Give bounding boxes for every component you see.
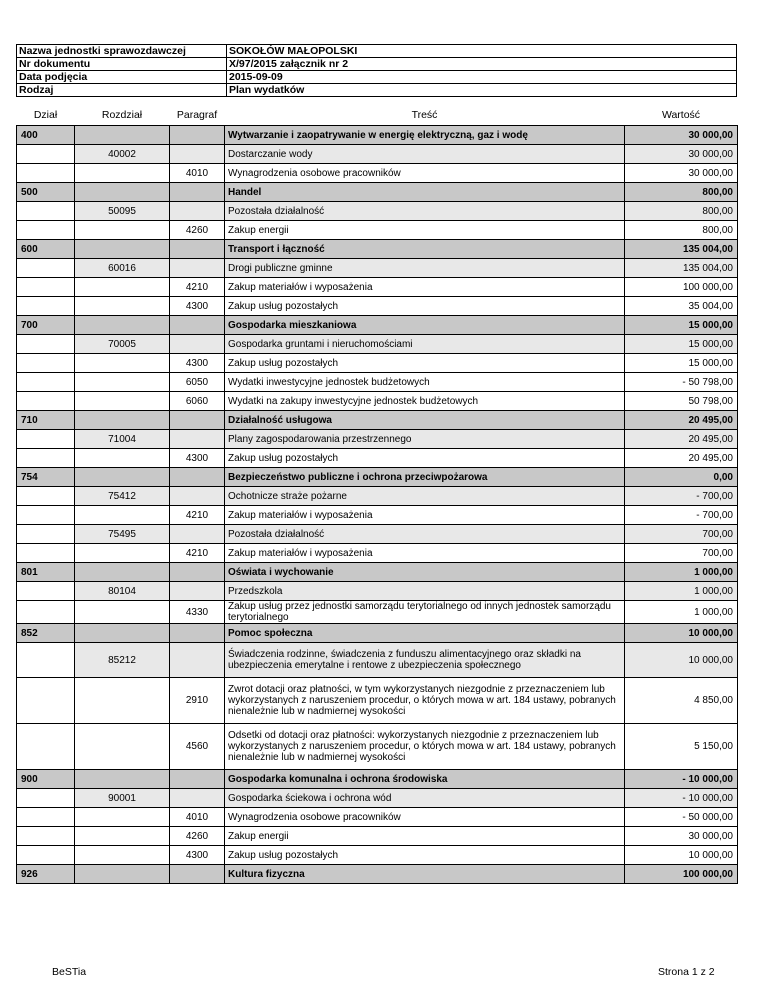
paragraf-description: Zakup usług pozostałych: [225, 297, 625, 316]
paragraf-value: 10 000,00: [625, 846, 738, 865]
info-value: 2015-09-09: [227, 71, 737, 84]
empty-cell: [75, 449, 170, 468]
paragraf-code: 6050: [170, 373, 225, 392]
empty-cell: [75, 724, 170, 770]
row-paragraf: [17, 354, 738, 373]
empty-cell: [75, 411, 170, 430]
paragraf-code: 4560: [170, 724, 225, 770]
dzial-value: - 10 000,00: [625, 770, 738, 789]
rozdzial-code: 70005: [75, 335, 170, 354]
info-row: [17, 45, 737, 58]
empty-cell: [17, 354, 75, 373]
empty-cell: [17, 278, 75, 297]
rozdzial-description: Pozostała działalność: [225, 525, 625, 544]
empty-cell: [170, 259, 225, 278]
empty-cell: [75, 240, 170, 259]
empty-cell: [75, 865, 170, 884]
dzial-code: 852: [17, 624, 75, 643]
row-paragraf: [17, 221, 738, 240]
dzial-code: 710: [17, 411, 75, 430]
paragraf-code: 6060: [170, 392, 225, 411]
row-paragraf: [17, 449, 738, 468]
rozdzial-value: 1 000,00: [625, 582, 738, 601]
dzial-description: Handel: [225, 183, 625, 202]
paragraf-code: 4300: [170, 846, 225, 865]
empty-cell: [17, 487, 75, 506]
expenditure-table: [16, 105, 738, 884]
paragraf-code: 4260: [170, 827, 225, 846]
paragraf-description: Zakup materiałów i wyposażenia: [225, 506, 625, 525]
rozdzial-code: 50095: [75, 202, 170, 221]
paragraf-description: Wydatki na zakupy inwestycyjne jednostek budżetowych: [225, 392, 625, 411]
row-dzial: [17, 770, 738, 789]
rozdzial-value: 20 495,00: [625, 430, 738, 449]
empty-cell: [75, 164, 170, 183]
rozdzial-description: Przedszkola: [225, 582, 625, 601]
empty-cell: [170, 335, 225, 354]
rozdzial-code: 90001: [75, 789, 170, 808]
empty-cell: [170, 126, 225, 145]
rozdzial-value: 30 000,00: [625, 145, 738, 164]
rozdzial-description: Ochotnicze straże pożarne: [225, 487, 625, 506]
empty-cell: [75, 563, 170, 582]
paragraf-description: Odsetki od dotacji oraz płatności: wykorzystanych niezgodnie z przeznaczeniem lub wykorzystanych z naruszeniem procedur, o których mowa w art. 184 ustawy, pobranych nienależnie lub w nadmiernej wysokości: [225, 724, 625, 770]
dzial-value: 15 000,00: [625, 316, 738, 335]
paragraf-value: 15 000,00: [625, 354, 738, 373]
dzial-value: 20 495,00: [625, 411, 738, 430]
empty-cell: [170, 316, 225, 335]
info-label: Data podjęcia: [17, 71, 227, 84]
row-paragraf: [17, 808, 738, 827]
dzial-value: 0,00: [625, 468, 738, 487]
empty-cell: [17, 221, 75, 240]
dzial-code: 801: [17, 563, 75, 582]
rozdzial-value: - 700,00: [625, 487, 738, 506]
empty-cell: [17, 846, 75, 865]
row-rozdzial: [17, 643, 738, 678]
dzial-code: 400: [17, 126, 75, 145]
dzial-value: 1 000,00: [625, 563, 738, 582]
row-paragraf: [17, 544, 738, 563]
paragraf-code: 4300: [170, 354, 225, 373]
row-paragraf: [17, 601, 738, 624]
footer-page-number: Strona 1 z 2: [658, 966, 715, 978]
dzial-description: Oświata i wychowanie: [225, 563, 625, 582]
column-header-row: [17, 105, 738, 126]
rozdzial-value: 700,00: [625, 525, 738, 544]
empty-cell: [170, 183, 225, 202]
dzial-code: 700: [17, 316, 75, 335]
empty-cell: [17, 430, 75, 449]
column-header-rozdzial: Rozdział: [101, 109, 143, 121]
empty-cell: [17, 643, 75, 678]
paragraf-code: 4260: [170, 221, 225, 240]
paragraf-description: Zakup usług przez jednostki samorządu terytorialnego od innych jednostek samorządu terytorialnego: [225, 601, 625, 624]
empty-cell: [75, 316, 170, 335]
rozdzial-code: 85212: [75, 643, 170, 678]
rozdzial-description: Gospodarka gruntami i nieruchomościami: [225, 335, 625, 354]
rozdzial-code: 75412: [75, 487, 170, 506]
dzial-code: 754: [17, 468, 75, 487]
row-rozdzial: [17, 202, 738, 221]
row-paragraf: [17, 278, 738, 297]
paragraf-value: 100 000,00: [625, 278, 738, 297]
rozdzial-description: Drogi publiczne gminne: [225, 259, 625, 278]
empty-cell: [75, 678, 170, 724]
empty-cell: [170, 582, 225, 601]
rozdzial-description: Plany zagospodarowania przestrzennego: [225, 430, 625, 449]
rozdzial-value: - 10 000,00: [625, 789, 738, 808]
paragraf-description: Zwrot dotacji oraz płatności, w tym wykorzystanych niezgodnie z przeznaczeniem lub wykorzystanych z naruszeniem procedur, o których mowa w art. 184 ustawy, pobranych nienależnie lub w nadmiernej wysokości: [225, 678, 625, 724]
row-dzial: [17, 316, 738, 335]
paragraf-code: 4010: [170, 808, 225, 827]
row-dzial: [17, 240, 738, 259]
rozdzial-code: 80104: [75, 582, 170, 601]
row-dzial: [17, 411, 738, 430]
dzial-description: Kultura fizyczna: [225, 865, 625, 884]
paragraf-code: 4210: [170, 506, 225, 525]
empty-cell: [75, 506, 170, 525]
empty-cell: [75, 468, 170, 487]
dzial-value: 100 000,00: [625, 865, 738, 884]
paragraf-description: Zakup energii: [225, 221, 625, 240]
rozdzial-description: Świadczenia rodzinne, świadczenia z funduszu alimentacyjnego oraz składki na ubezpieczenia emerytalne i rentowe z ubezpieczenia społecznego: [225, 643, 625, 678]
empty-cell: [170, 487, 225, 506]
paragraf-description: Zakup materiałów i wyposażenia: [225, 544, 625, 563]
dzial-description: Gospodarka komunalna i ochrona środowiska: [225, 770, 625, 789]
row-paragraf: [17, 724, 738, 770]
empty-cell: [170, 643, 225, 678]
empty-cell: [17, 297, 75, 316]
paragraf-value: 800,00: [625, 221, 738, 240]
paragraf-code: 4300: [170, 449, 225, 468]
empty-cell: [75, 126, 170, 145]
info-value: Plan wydatków: [227, 84, 737, 97]
empty-cell: [17, 582, 75, 601]
dzial-description: Wytwarzanie i zaopatrywanie w energię elektryczną, gaz i wodę: [225, 126, 625, 145]
row-rozdzial: [17, 582, 738, 601]
paragraf-value: - 50 798,00: [625, 373, 738, 392]
empty-cell: [75, 354, 170, 373]
paragraf-code: 4300: [170, 297, 225, 316]
row-rozdzial: [17, 430, 738, 449]
rozdzial-code: 60016: [75, 259, 170, 278]
paragraf-description: Wynagrodzenia osobowe pracowników: [225, 164, 625, 183]
paragraf-code: 4010: [170, 164, 225, 183]
empty-cell: [17, 827, 75, 846]
row-dzial: [17, 563, 738, 582]
empty-cell: [170, 624, 225, 643]
row-rozdzial: [17, 525, 738, 544]
empty-cell: [170, 770, 225, 789]
empty-cell: [170, 411, 225, 430]
rozdzial-description: Dostarczanie wody: [225, 145, 625, 164]
info-row: [17, 84, 737, 97]
row-paragraf: [17, 506, 738, 525]
rozdzial-code: 40002: [75, 145, 170, 164]
empty-cell: [17, 724, 75, 770]
empty-cell: [170, 145, 225, 164]
empty-cell: [170, 468, 225, 487]
row-paragraf: [17, 392, 738, 411]
empty-cell: [75, 770, 170, 789]
paragraf-value: 4 850,00: [625, 678, 738, 724]
row-paragraf: [17, 678, 738, 724]
row-dzial: [17, 624, 738, 643]
empty-cell: [75, 221, 170, 240]
empty-cell: [75, 183, 170, 202]
row-dzial: [17, 468, 738, 487]
dzial-code: 500: [17, 183, 75, 202]
rozdzial-value: 10 000,00: [625, 643, 738, 678]
empty-cell: [75, 544, 170, 563]
dzial-value: 800,00: [625, 183, 738, 202]
info-row: [17, 58, 737, 71]
dzial-code: 900: [17, 770, 75, 789]
document-info-table: [16, 44, 737, 97]
paragraf-value: - 700,00: [625, 506, 738, 525]
row-paragraf: [17, 164, 738, 183]
paragraf-description: Zakup usług pozostałych: [225, 846, 625, 865]
empty-cell: [17, 449, 75, 468]
paragraf-code: 4210: [170, 278, 225, 297]
row-paragraf: [17, 846, 738, 865]
paragraf-value: 30 000,00: [625, 164, 738, 183]
rozdzial-value: 15 000,00: [625, 335, 738, 354]
empty-cell: [17, 525, 75, 544]
empty-cell: [75, 278, 170, 297]
empty-cell: [17, 202, 75, 221]
paragraf-description: Wynagrodzenia osobowe pracowników: [225, 808, 625, 827]
column-header-tresc: Treść: [411, 109, 438, 121]
paragraf-description: Wydatki inwestycyjne jednostek budżetowych: [225, 373, 625, 392]
dzial-description: Pomoc społeczna: [225, 624, 625, 643]
paragraf-value: 1 000,00: [625, 601, 738, 624]
dzial-description: Bezpieczeństwo publiczne i ochrona przeciwpożarowa: [225, 468, 625, 487]
paragraf-value: 50 798,00: [625, 392, 738, 411]
paragraf-value: 5 150,00: [625, 724, 738, 770]
info-value: X/97/2015 załącznik nr 2: [227, 58, 737, 71]
dzial-value: 135 004,00: [625, 240, 738, 259]
column-header-wartosc: Wartość: [661, 109, 701, 121]
paragraf-description: Zakup usług pozostałych: [225, 449, 625, 468]
dzial-description: Działalność usługowa: [225, 411, 625, 430]
dzial-value: 30 000,00: [625, 126, 738, 145]
empty-cell: [17, 259, 75, 278]
empty-cell: [17, 544, 75, 563]
empty-cell: [17, 601, 75, 624]
info-row: [17, 71, 737, 84]
footer-software-name: BeSTia: [52, 966, 87, 978]
empty-cell: [75, 846, 170, 865]
dzial-code: 600: [17, 240, 75, 259]
empty-cell: [17, 678, 75, 724]
dzial-description: Gospodarka mieszkaniowa: [225, 316, 625, 335]
paragraf-value: 20 495,00: [625, 449, 738, 468]
paragraf-value: 35 004,00: [625, 297, 738, 316]
row-rozdzial: [17, 487, 738, 506]
rozdzial-code: 75495: [75, 525, 170, 544]
empty-cell: [75, 601, 170, 624]
row-dzial: [17, 183, 738, 202]
empty-cell: [75, 297, 170, 316]
rozdzial-value: 135 004,00: [625, 259, 738, 278]
empty-cell: [170, 525, 225, 544]
empty-cell: [170, 240, 225, 259]
empty-cell: [17, 373, 75, 392]
paragraf-value: - 50 000,00: [625, 808, 738, 827]
row-paragraf: [17, 827, 738, 846]
row-paragraf: [17, 373, 738, 392]
info-label: Rodzaj: [17, 84, 227, 97]
paragraf-code: 2910: [170, 678, 225, 724]
empty-cell: [170, 563, 225, 582]
paragraf-description: Zakup materiałów i wyposażenia: [225, 278, 625, 297]
row-paragraf: [17, 297, 738, 316]
empty-cell: [17, 506, 75, 525]
paragraf-code: 4330: [170, 601, 225, 624]
empty-cell: [170, 865, 225, 884]
dzial-description: Transport i łączność: [225, 240, 625, 259]
empty-cell: [17, 808, 75, 827]
row-rozdzial: [17, 145, 738, 164]
empty-cell: [170, 789, 225, 808]
row-dzial: [17, 126, 738, 145]
empty-cell: [170, 430, 225, 449]
empty-cell: [75, 392, 170, 411]
row-rozdzial: [17, 789, 738, 808]
rozdzial-description: Gospodarka ściekowa i ochrona wód: [225, 789, 625, 808]
rozdzial-value: 800,00: [625, 202, 738, 221]
empty-cell: [17, 789, 75, 808]
info-label: Nazwa jednostki sprawozdawczej: [17, 45, 227, 58]
column-header-paragraf: Paragraf: [176, 109, 218, 121]
dzial-value: 10 000,00: [625, 624, 738, 643]
empty-cell: [75, 808, 170, 827]
info-label: Nr dokumentu: [17, 58, 227, 71]
empty-cell: [17, 392, 75, 411]
paragraf-value: 30 000,00: [625, 827, 738, 846]
empty-cell: [17, 335, 75, 354]
rozdzial-code: 71004: [75, 430, 170, 449]
rozdzial-description: Pozostała działalność: [225, 202, 625, 221]
empty-cell: [75, 373, 170, 392]
empty-cell: [17, 164, 75, 183]
empty-cell: [170, 202, 225, 221]
info-value: SOKOŁÓW MAŁOPOLSKI: [227, 45, 737, 58]
dzial-code: 926: [17, 865, 75, 884]
row-rozdzial: [17, 259, 738, 278]
empty-cell: [75, 624, 170, 643]
empty-cell: [17, 145, 75, 164]
paragraf-value: 700,00: [625, 544, 738, 563]
row-rozdzial: [17, 335, 738, 354]
column-header-dzial: Dział: [33, 109, 58, 121]
row-dzial: [17, 865, 738, 884]
paragraf-description: Zakup energii: [225, 827, 625, 846]
paragraf-description: Zakup usług pozostałych: [225, 354, 625, 373]
empty-cell: [75, 827, 170, 846]
paragraf-code: 4210: [170, 544, 225, 563]
